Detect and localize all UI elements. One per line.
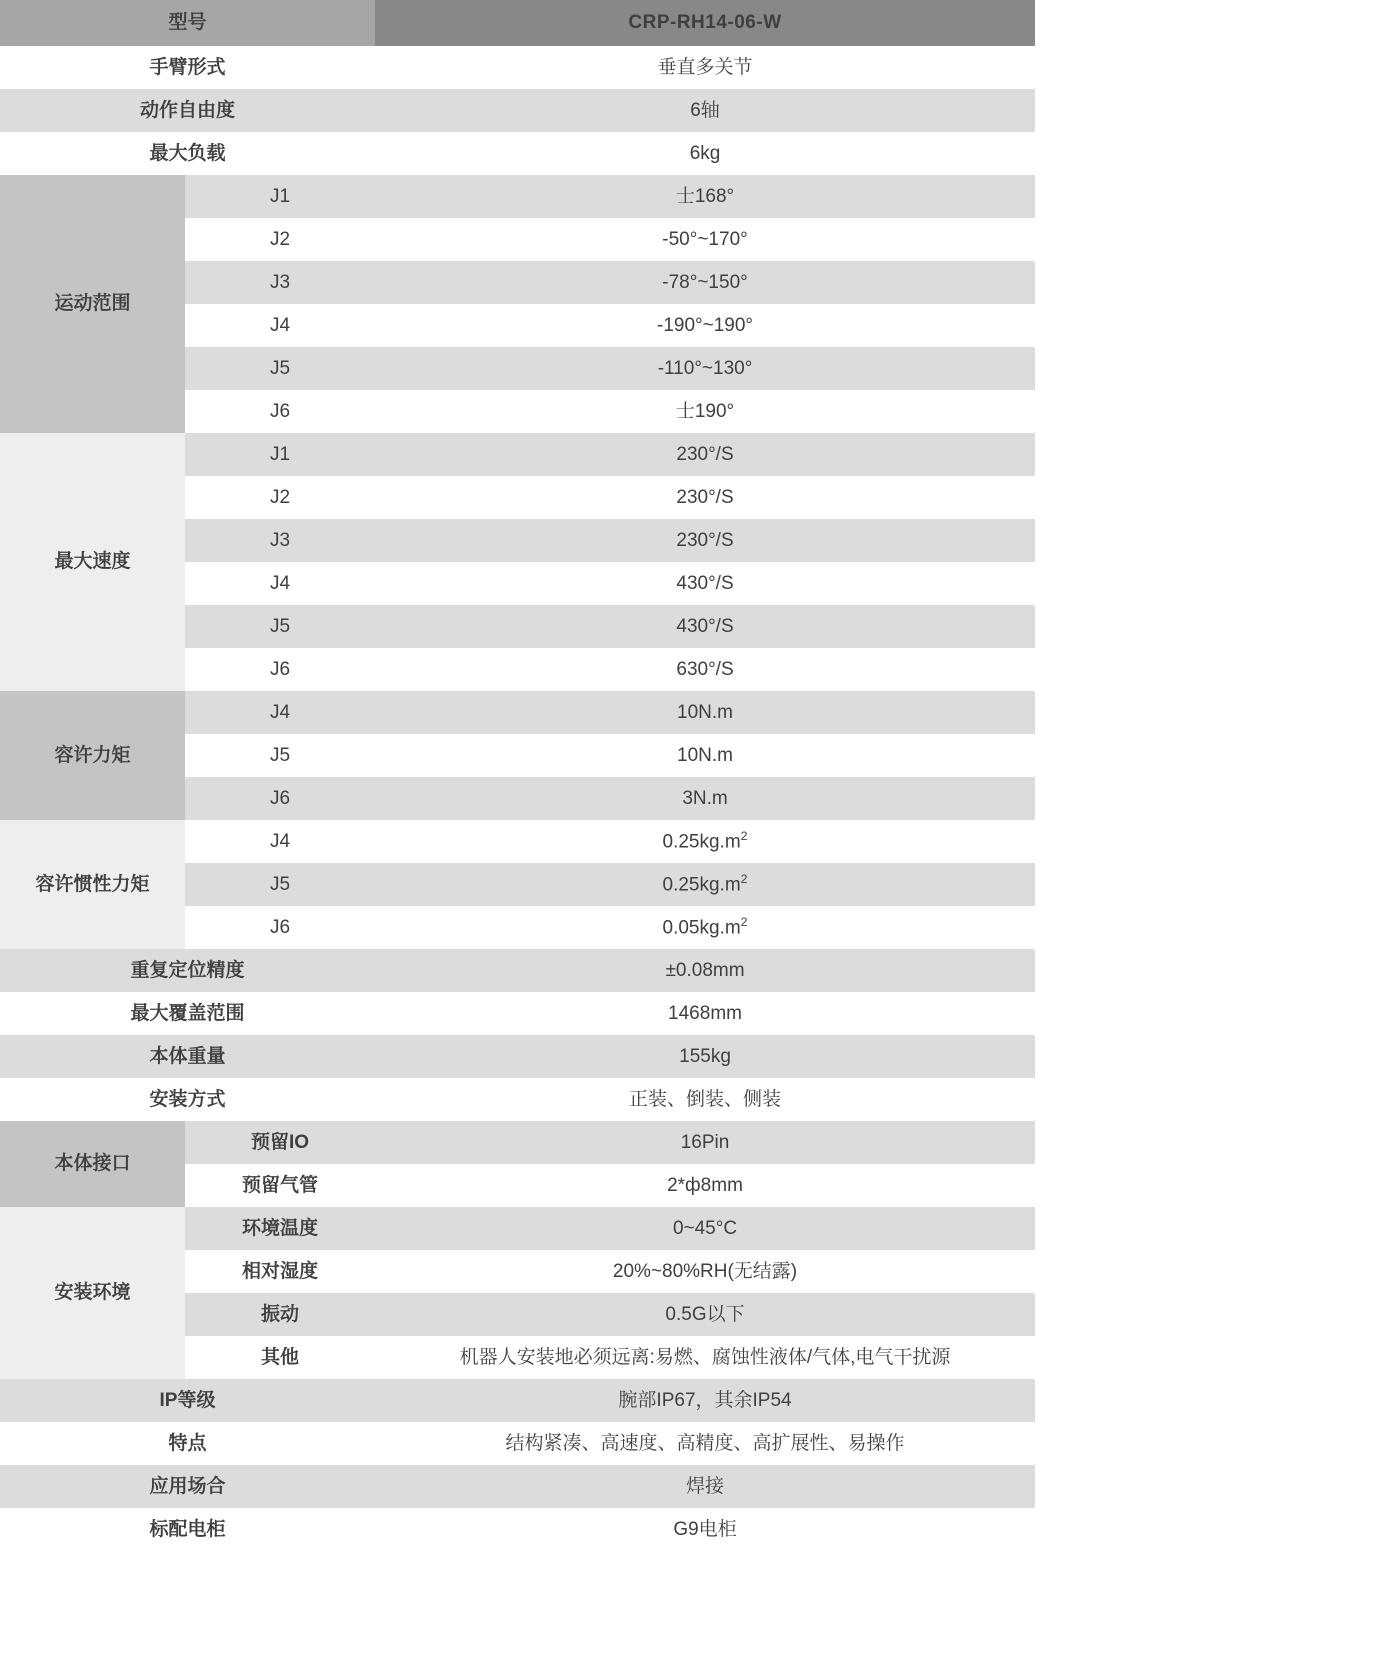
table-row bbox=[0, 1121, 1035, 1164]
row-value-repeatability: ±0.08mm bbox=[375, 949, 1035, 992]
sub-label-motion-j2: J2 bbox=[185, 218, 375, 261]
group-label-motion-range: 运动范围 bbox=[0, 175, 185, 433]
row-value-dof: 6轴 bbox=[375, 89, 1035, 132]
table-row bbox=[0, 132, 1035, 175]
sub-value-vibration: 0.5G以下 bbox=[375, 1293, 1035, 1336]
sub-value-motion-j4: -190°~190° bbox=[375, 304, 1035, 347]
sub-label-motion-j4: J4 bbox=[185, 304, 375, 347]
row-label-max-reach: 最大覆盖范围 bbox=[0, 992, 375, 1035]
group-label-body-interface: 本体接口 bbox=[0, 1121, 185, 1207]
row-label-arm-type: 手臂形式 bbox=[0, 46, 375, 89]
row-label-weight: 本体重量 bbox=[0, 1035, 375, 1078]
sub-value-other: 机器人安装地必须远离:易燃、腐蚀性液体/气体,电气干扰源 bbox=[375, 1336, 1035, 1379]
table-row bbox=[0, 89, 1035, 132]
table-row bbox=[0, 175, 1035, 218]
row-value-max-reach: 1468mm bbox=[375, 992, 1035, 1035]
sub-value-speed-j2: 230°/S bbox=[375, 476, 1035, 519]
header-model: CRP-RH14-06-W bbox=[375, 0, 1035, 46]
sub-label-motion-j1: J1 bbox=[185, 175, 375, 218]
sub-label-inertia-j5: J5 bbox=[185, 863, 375, 906]
sub-value-speed-j5: 430°/S bbox=[375, 605, 1035, 648]
inertia-j5-sup: 2 bbox=[740, 872, 748, 887]
sub-value-speed-j4: 430°/S bbox=[375, 562, 1035, 605]
row-label-features: 特点 bbox=[0, 1422, 375, 1465]
inertia-j6-text: 0.05kg.m bbox=[662, 917, 741, 939]
table-header-row bbox=[0, 0, 1035, 46]
group-label-allowable-torque: 容许力矩 bbox=[0, 691, 185, 820]
inertia-j4-sup: 2 bbox=[740, 829, 748, 844]
sub-value-speed-j3: 230°/S bbox=[375, 519, 1035, 562]
table-row bbox=[0, 949, 1035, 992]
sub-label-humidity: 相对湿度 bbox=[185, 1250, 375, 1293]
sub-value-humidity: 20%~80%RH(无结露) bbox=[375, 1250, 1035, 1293]
row-value-ip-rating: 腕部IP67，其余IP54 bbox=[375, 1379, 1035, 1422]
sub-label-vibration: 振动 bbox=[185, 1293, 375, 1336]
table-row bbox=[0, 691, 1035, 734]
row-label-mounting: 安装方式 bbox=[0, 1078, 375, 1121]
sub-value-motion-j3: -78°~150° bbox=[375, 261, 1035, 304]
sub-value-torque-j4: 10N.m bbox=[375, 691, 1035, 734]
row-label-dof: 动作自由度 bbox=[0, 89, 375, 132]
row-value-features: 结构紧凑、高速度、高精度、高扩展性、易操作 bbox=[375, 1422, 1035, 1465]
row-value-application: 焊接 bbox=[375, 1465, 1035, 1508]
sub-label-speed-j3: J3 bbox=[185, 519, 375, 562]
row-value-arm-type: 垂直多关节 bbox=[375, 46, 1035, 89]
sub-value-inertia-j4 bbox=[375, 820, 1035, 863]
header-label: 型号 bbox=[0, 0, 375, 46]
row-label-application: 应用场合 bbox=[0, 1465, 375, 1508]
sub-value-inertia-j5 bbox=[375, 863, 1035, 906]
row-label-repeatability: 重复定位精度 bbox=[0, 949, 375, 992]
table-row bbox=[0, 1035, 1035, 1078]
sub-label-motion-j5: J5 bbox=[185, 347, 375, 390]
sub-label-inertia-j4: J4 bbox=[185, 820, 375, 863]
table-row bbox=[0, 820, 1035, 863]
sub-label-other: 其他 bbox=[185, 1336, 375, 1379]
table-row bbox=[0, 992, 1035, 1035]
row-label-ip-rating: IP等级 bbox=[0, 1379, 375, 1422]
row-value-mounting: 正装、倒装、侧装 bbox=[375, 1078, 1035, 1121]
group-label-max-speed: 最大速度 bbox=[0, 433, 185, 691]
table-row bbox=[0, 433, 1035, 476]
table-row bbox=[0, 1465, 1035, 1508]
sub-label-ambient-temp: 环境温度 bbox=[185, 1207, 375, 1250]
sub-label-speed-j1: J1 bbox=[185, 433, 375, 476]
sub-value-motion-j5: -110°~130° bbox=[375, 347, 1035, 390]
inertia-j6-sup: 2 bbox=[740, 915, 748, 930]
sub-value-motion-j6: 士190° bbox=[375, 390, 1035, 433]
row-label-max-payload: 最大负载 bbox=[0, 132, 375, 175]
sub-value-motion-j1: 士168° bbox=[375, 175, 1035, 218]
sub-label-motion-j3: J3 bbox=[185, 261, 375, 304]
inertia-j5-text: 0.25kg.m bbox=[662, 874, 741, 896]
sub-value-torque-j6: 3N.m bbox=[375, 777, 1035, 820]
sub-label-speed-j5: J5 bbox=[185, 605, 375, 648]
sub-value-torque-j5: 10N.m bbox=[375, 734, 1035, 777]
sub-label-motion-j6: J6 bbox=[185, 390, 375, 433]
sub-label-speed-j4: J4 bbox=[185, 562, 375, 605]
sub-value-reserved-air: 2*ф8mm bbox=[375, 1164, 1035, 1207]
row-value-max-payload: 6kg bbox=[375, 132, 1035, 175]
sub-label-reserved-air: 预留气管 bbox=[185, 1164, 375, 1207]
table-row bbox=[0, 1508, 1035, 1551]
sub-value-ambient-temp: 0~45°C bbox=[375, 1207, 1035, 1250]
sub-value-motion-j2: -50°~170° bbox=[375, 218, 1035, 261]
table-row bbox=[0, 1207, 1035, 1250]
sub-label-torque-j4: J4 bbox=[185, 691, 375, 734]
sub-label-speed-j2: J2 bbox=[185, 476, 375, 519]
sub-label-torque-j5: J5 bbox=[185, 734, 375, 777]
row-label-cabinet: 标配电柜 bbox=[0, 1508, 375, 1551]
row-value-weight: 155kg bbox=[375, 1035, 1035, 1078]
table-row bbox=[0, 1422, 1035, 1465]
table-row bbox=[0, 1078, 1035, 1121]
sub-value-inertia-j6 bbox=[375, 906, 1035, 949]
table-row bbox=[0, 46, 1035, 89]
row-value-cabinet: G9电柜 bbox=[375, 1508, 1035, 1551]
sub-label-speed-j6: J6 bbox=[185, 648, 375, 691]
sub-value-speed-j6: 630°/S bbox=[375, 648, 1035, 691]
sub-label-reserved-io: 预留IO bbox=[185, 1121, 375, 1164]
group-label-allowable-inertia: 容许惯性力矩 bbox=[0, 820, 185, 949]
sub-label-torque-j6: J6 bbox=[185, 777, 375, 820]
table-row bbox=[0, 1379, 1035, 1422]
sub-value-reserved-io: 16Pin bbox=[375, 1121, 1035, 1164]
inertia-j4-text: 0.25kg.m bbox=[662, 831, 741, 853]
sub-label-inertia-j6: J6 bbox=[185, 906, 375, 949]
group-label-environment: 安装环境 bbox=[0, 1207, 185, 1379]
sub-value-speed-j1: 230°/S bbox=[375, 433, 1035, 476]
